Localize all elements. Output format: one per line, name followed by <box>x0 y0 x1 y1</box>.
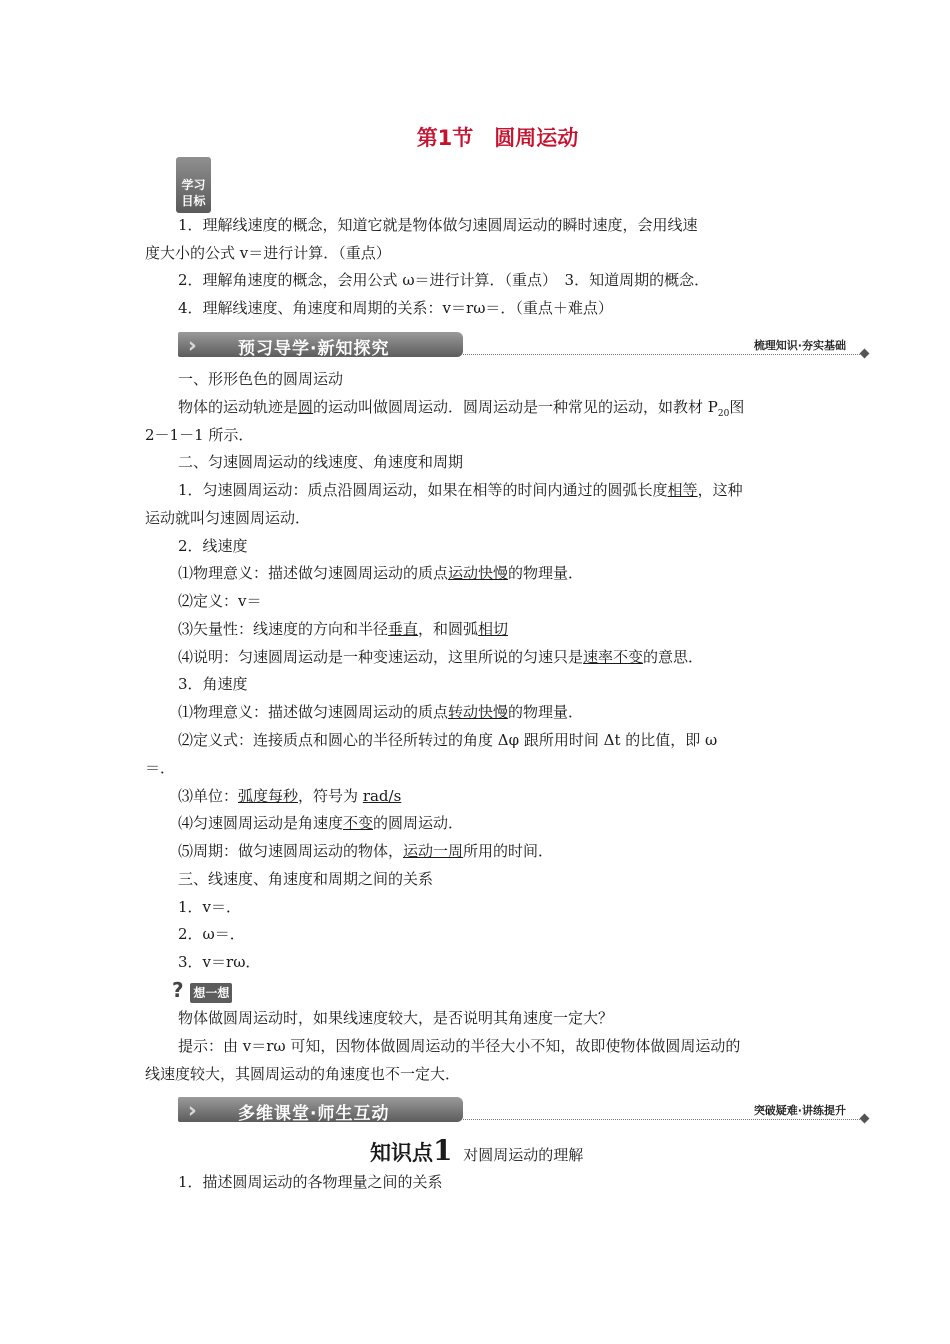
para-1a: 物体的运动轨迹是圆的运动叫做圆周运动．圆周运动是一种常见的运动，如教材 $P_{20}$图 <box>178 398 745 419</box>
linear-velocity-heading: 2．线速度 <box>178 537 248 555</box>
question-mark-icon: ? <box>172 978 184 1002</box>
section-header-caption: 梳理知识·夯实基础 <box>753 339 846 352</box>
goal-1b: 度大小的公式 v＝进行计算．（重点） <box>145 244 391 262</box>
angular-velocity-heading: 3．角速度 <box>178 675 248 693</box>
knowledge-point-heading <box>370 1136 950 1170</box>
relation-3: 3．v＝rω． <box>178 953 261 971</box>
section-header-label: 多维课堂·师生互动 <box>238 1104 390 1124</box>
angular-velocity-4: ⑷匀速圆周运动是角速度不变的圆周运动． <box>178 814 464 832</box>
section-header-caption: 突破疑难·讲练提升 <box>753 1104 846 1117</box>
goal-2: 2．理解角速度的概念，会用公式 ω＝进行计算．（重点） 3．知道周期的概念． <box>178 271 710 289</box>
divider <box>463 354 860 355</box>
angular-velocity-3: ⑶单位：弧度每秒，符号为 rad/s <box>178 787 402 805</box>
think-badge: 想一想 <box>190 983 232 1003</box>
angular-velocity-5: ⑸周期：做匀速圆周运动的物体，运动一周所用的时间． <box>178 842 554 860</box>
final-line: 1．描述圆周运动的各物理量之间的关系 <box>178 1173 443 1191</box>
heading-2: 二、匀速圆周运动的线速度、角速度和周期 <box>178 453 464 471</box>
diamond-icon <box>860 349 870 359</box>
uniform-def-b: 运动就叫匀速圆周运动． <box>145 509 311 527</box>
knowledge-point-label: 知识点 <box>370 1141 433 1165</box>
relation-2: 2．ω＝． <box>178 925 245 943</box>
uniform-def-a: 1．匀速圆周运动：质点沿圆周运动，如果在相等的时间内通过的圆弧长度相等，这种 <box>178 481 743 499</box>
linear-velocity-1: ⑴物理意义：描述做匀速圆周运动的质点运动快慢的物理量． <box>178 564 584 582</box>
section-header-label: 预习导学·新知探究 <box>238 339 390 359</box>
linear-velocity-4: ⑷说明：匀速圆周运动是一种变速运动，这里所说的匀速只是速率不变的意思． <box>178 648 704 666</box>
linear-velocity-2: ⑵定义：v＝ <box>178 592 262 610</box>
think-answer-a: 提示：由 v＝rω 可知，因物体做圆周运动的半径大小不知，故即使物体做圆周运动的 <box>178 1037 741 1055</box>
learning-goals-badge: 学习目标 <box>176 157 211 213</box>
goal-4: 4．理解线速度、角速度和周期的关系：v＝rω＝．（重点＋难点） <box>178 299 613 317</box>
think-answer-b: 线速度较大，其圆周运动的角速度也不一定大． <box>145 1065 461 1083</box>
section-header-preview <box>178 332 868 360</box>
linear-velocity-3: ⑶矢量性：线速度的方向和半径垂直，和圆弧相切 <box>178 620 509 638</box>
diamond-icon <box>860 1114 870 1124</box>
angular-velocity-2a: ⑵定义式：连接质点和圆心的半径所转过的角度 Δφ 跟所用时间 Δt 的比值，即 ω <box>178 731 718 749</box>
para-1b: 2－1－1 所示． <box>145 426 254 444</box>
knowledge-point-topic: 对圆周运动的理解 <box>463 1146 584 1164</box>
divider <box>463 1119 860 1120</box>
section-header-classroom <box>178 1097 868 1125</box>
chevron-arrows-icon: ››› <box>188 333 189 357</box>
think-question: 物体做圆周运动时，如果线速度较大，是否说明其角速度一定大？ <box>178 1009 614 1027</box>
think-badge-row <box>172 980 852 1003</box>
heading-3: 三、线速度、角速度和周期之间的关系 <box>178 870 434 888</box>
angular-velocity-2b: ＝． <box>145 759 176 777</box>
relation-1: 1．v＝． <box>178 898 242 916</box>
page-title: 第1节 圆周运动 <box>416 126 579 150</box>
angular-velocity-1: ⑴物理意义：描述做匀速圆周运动的质点转动快慢的物理量． <box>178 703 584 721</box>
chevron-arrows-icon: ››› <box>188 1098 189 1122</box>
goal-1a: 1．理解线速度的概念，知道它就是物体做匀速圆周运动的瞬时速度，会用线速 <box>178 216 698 234</box>
heading-1: 一、形形色色的圆周运动 <box>178 370 344 388</box>
knowledge-point-number: 1 <box>433 1134 453 1167</box>
